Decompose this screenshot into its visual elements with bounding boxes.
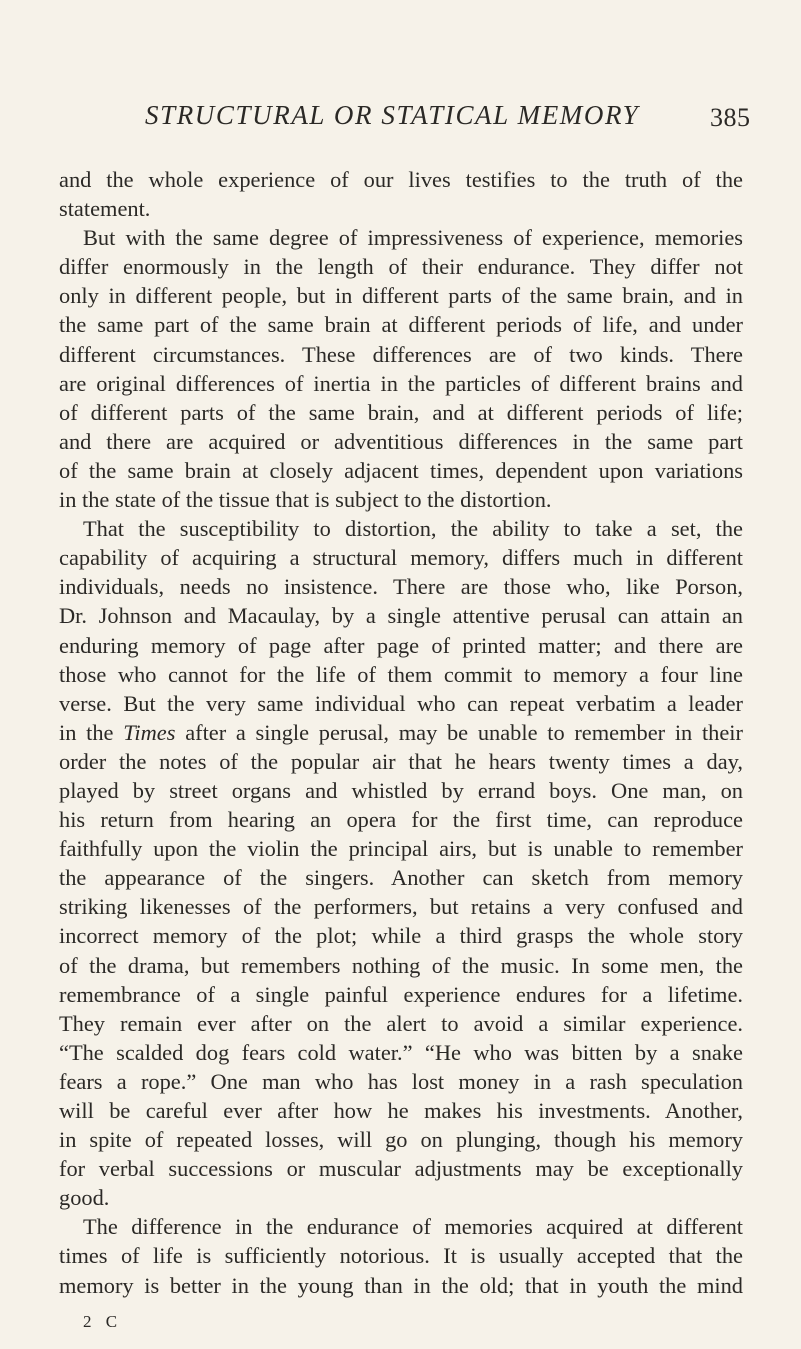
text-line: statement. — [59, 196, 151, 222]
text-line: enduring memory of page after page of printed matter; and there are — [59, 632, 743, 658]
text-line: only in different people, but in different parts of the same brain, and in — [59, 283, 743, 309]
text-line: striking likenesses of the performers, but retains a very confused and — [59, 894, 743, 920]
text-line: good. — [59, 1185, 110, 1211]
text-line: in the state of the tissue that is subject to the distortion. — [59, 487, 552, 513]
text-line: faithfully upon the violin the principal airs, but is unable to remember — [59, 836, 743, 862]
text-line: verse. But the very same individual who can repeat verbatim a leader — [59, 690, 743, 716]
text-line: his return from hearing an opera for the first time, can reproduce — [59, 807, 743, 833]
text-line: incorrect memory of the plot; while a third grasps the whole story — [59, 923, 743, 949]
paragraph-start-line: But with the same degree of impressiveness of experience, memories — [83, 225, 743, 251]
text-fragment: after a single perusal, may be unable to remember in their — [185, 719, 743, 745]
text-line: of the same brain at closely adjacent times, dependent upon variations — [59, 457, 743, 483]
text-line: the same part of the same brain at different periods of life, and under — [59, 312, 743, 338]
text-line: those who cannot for the life of them commit to memory a four line — [59, 661, 743, 687]
italic-title: Times — [123, 719, 176, 745]
text-line: fears a rope.” One man who has lost money in a rash speculation — [59, 1068, 743, 1094]
text-line: played by street organs and whistled by errand boys. One man, on — [59, 777, 743, 803]
text-line: for verbal successions or muscular adjustments may be exceptionally — [59, 1156, 743, 1182]
text-line: They remain ever after on the alert to avoid a similar experience. — [59, 1010, 743, 1036]
text-line: and there are acquired or adventitious differences in the same part — [59, 428, 743, 454]
text-line: order the notes of the popular air that he hears twenty times a day, — [59, 748, 743, 774]
text-line: of different parts of the same brain, and at different periods of life; — [59, 399, 743, 425]
text-line: will be careful ever after how he makes his investments. Another, — [59, 1098, 743, 1123]
text-line: of the drama, but remembers nothing of the music. In some men, the — [59, 952, 743, 978]
text-line: in spite of repeated losses, will go on plunging, though his memory — [59, 1127, 743, 1153]
text-line: memory is better in the young than in the old; that in youth the mind — [59, 1272, 743, 1298]
page-header — [0, 100, 801, 150]
text-line-with-italic — [59, 718, 743, 747]
text-line: capability of acquiring a structural memory, differs much in different — [59, 545, 743, 571]
text-line: differ enormously in the length of their endurance. They differ not — [59, 254, 743, 280]
paragraph-start-line: The difference in the endurance of memories acquired at different — [83, 1214, 743, 1240]
page-number: 385 — [710, 103, 751, 132]
text-line: times of life is sufficiently notorious. It is usually accepted that the — [59, 1243, 743, 1269]
text-line: individuals, needs no insistence. There are those who, like Porson, — [59, 574, 743, 600]
running-head: STRUCTURAL OR STATICAL MEMORY — [145, 100, 640, 130]
text-line: the appearance of the singers. Another can sketch from memory — [59, 865, 743, 891]
text-line: Dr. Johnson and Macaulay, by a single attentive perusal can attain an — [59, 603, 743, 629]
text-fragment: in the — [59, 719, 114, 745]
text-line: “The scalded dog fears cold water.” “He who was bitten by a snake — [59, 1039, 743, 1065]
text-line: are original differences of inertia in the particles of different brains and — [59, 370, 743, 396]
body-text — [59, 165, 743, 1300]
paragraph-start-line: That the susceptibility to distortion, the ability to take a set, the — [83, 516, 743, 542]
text-line: different circumstances. These differences are of two kinds. There — [59, 341, 743, 367]
text-line: and the whole experience of our lives testifies to the truth of the — [59, 167, 743, 192]
signature-mark: 2 C — [83, 1312, 123, 1331]
text-line: remembrance of a single painful experience endures for a lifetime. — [59, 981, 743, 1007]
